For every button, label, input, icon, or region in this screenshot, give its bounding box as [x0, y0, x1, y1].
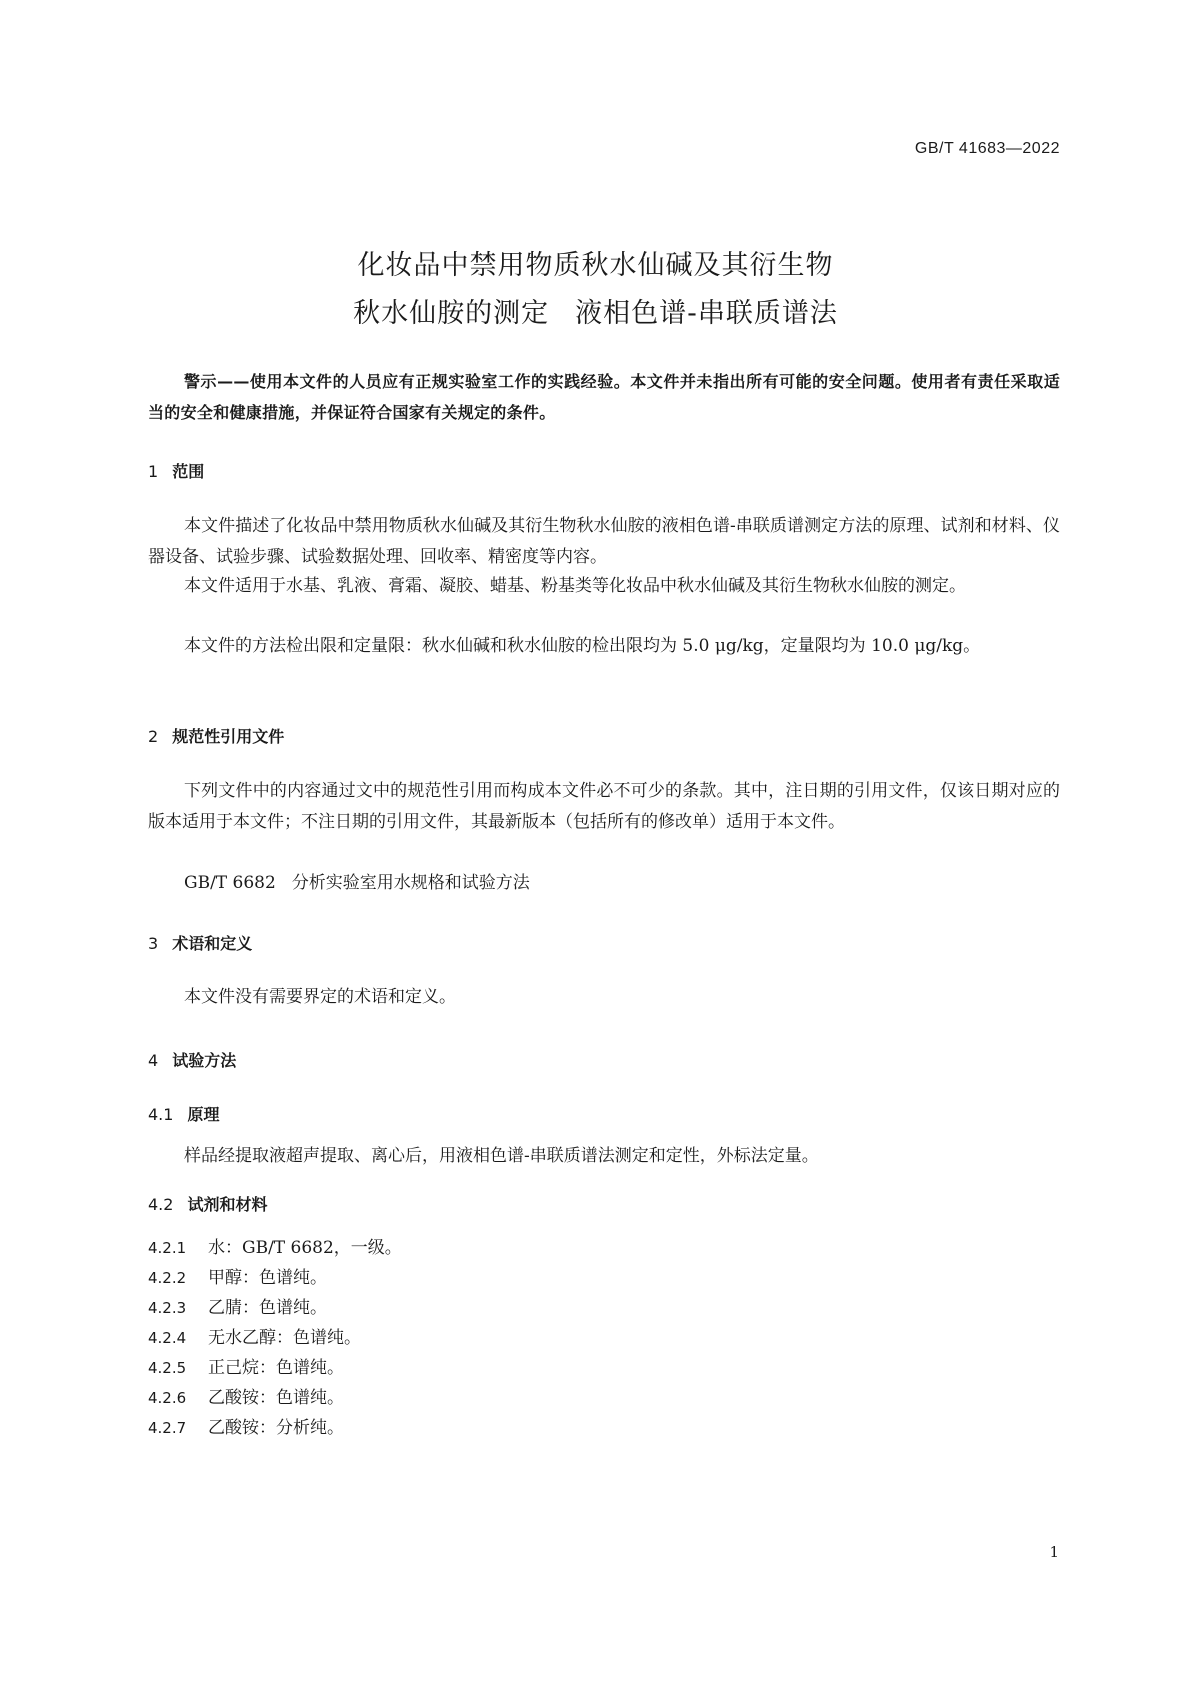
document-title-line-2 [0, 291, 1191, 330]
item-number: 4.2.1 [148, 1239, 187, 1257]
section-title: 试验方法 [172, 1051, 237, 1070]
section-heading-2 [148, 724, 284, 747]
reference-entry [184, 868, 530, 893]
item-text: 甲醇：色谱纯。 [208, 1268, 327, 1288]
section-number: 4 [148, 1051, 159, 1070]
section-title: 范围 [172, 462, 205, 481]
item-text: 乙酸铵：分析纯。 [208, 1418, 344, 1438]
item-number: 4.2.7 [148, 1419, 187, 1437]
list-item [148, 1263, 327, 1293]
item-text: 正己烷：色谱纯。 [208, 1358, 344, 1378]
item-text: 水：GB/T 6682，一级。 [208, 1238, 402, 1258]
subsection-title: 原理 [187, 1105, 220, 1124]
scope-paragraph-2: 本文件适用于水基、乳液、膏霜、凝胶、蜡基、粉基类等化妆品中秋水仙碱及其衍生物秋水仙胺的测定。 [184, 576, 966, 596]
section-title: 术语和定义 [172, 934, 253, 953]
principle-paragraph: 样品经提取液超声提取、离心后，用液相色谱-串联质谱法测定和定性，外标法定量。 [184, 1146, 819, 1166]
normative-references-paragraph: 下列文件中的内容通过文中的规范性引用而构成本文件必不可少的条款。其中，注日期的引用文件，仅该日期对应的版本适用于本文件；不注日期的引用文件，其最新版本（包括所有的修改单）适用于本文件。 [148, 781, 1060, 832]
warning-notice: 警示——使用本文件的人员应有正规实验室工作的实践经验。本文件并未指出所有可能的安全问题。使用者有责任采取适当的安全和健康措施，并保证符合国家有关规定的条件。 [148, 372, 1060, 422]
scope-paragraph-3: 本文件的方法检出限和定量限：秋水仙碱和秋水仙胺的检出限均为 5.0 μg/kg，定量限均为 10.0 μg/kg。 [184, 636, 981, 656]
title-part-b: 液相色谱-串联质谱法 [575, 298, 838, 329]
list-item [148, 1323, 361, 1353]
section-number: 1 [148, 462, 159, 481]
section-heading-3 [148, 931, 252, 954]
item-number: 4.2.5 [148, 1359, 187, 1377]
section-number: 3 [148, 934, 159, 953]
item-number: 4.2.4 [148, 1329, 187, 1347]
item-text: 无水乙醇：色谱纯。 [208, 1328, 361, 1348]
subsection-heading-4-1 [148, 1102, 219, 1125]
list-item [148, 1233, 402, 1263]
section-heading-4 [148, 1048, 236, 1071]
item-number: 4.2.6 [148, 1389, 187, 1407]
document-title-line-1: 化妆品中禁用物质秋水仙碱及其衍生物 [357, 250, 834, 281]
subsection-title: 试剂和材料 [187, 1195, 268, 1214]
subsection-heading-4-2 [148, 1192, 267, 1215]
standard-code: GB/T 41683—2022 [914, 140, 1060, 157]
list-item [148, 1383, 344, 1413]
list-item [148, 1353, 344, 1383]
page-number: 1 [1049, 1543, 1059, 1561]
title-part-a: 秋水仙胺的测定 [353, 298, 550, 329]
section-title: 规范性引用文件 [172, 727, 285, 746]
item-text: 乙酸铵：色谱纯。 [208, 1388, 344, 1408]
reference-title: 分析实验室用水规格和试验方法 [291, 873, 530, 893]
terms-paragraph: 本文件没有需要界定的术语和定义。 [184, 987, 456, 1007]
item-number: 4.2.3 [148, 1299, 187, 1317]
item-number: 4.2.2 [148, 1269, 187, 1287]
list-item [148, 1293, 327, 1323]
subsection-number: 4.1 [148, 1105, 174, 1124]
scope-paragraph-1: 本文件描述了化妆品中禁用物质秋水仙碱及其衍生物秋水仙胺的液相色谱-串联质谱测定方法的原理、试剂和材料、仪器设备、试验步骤、试验数据处理、回收率、精密度等内容。 [148, 516, 1060, 567]
section-heading-1 [148, 459, 204, 482]
section-number: 2 [148, 727, 159, 746]
item-text: 乙腈：色谱纯。 [208, 1298, 327, 1318]
subsection-number: 4.2 [148, 1195, 174, 1214]
reference-code: GB/T 6682 [184, 873, 276, 893]
list-item [148, 1413, 344, 1443]
